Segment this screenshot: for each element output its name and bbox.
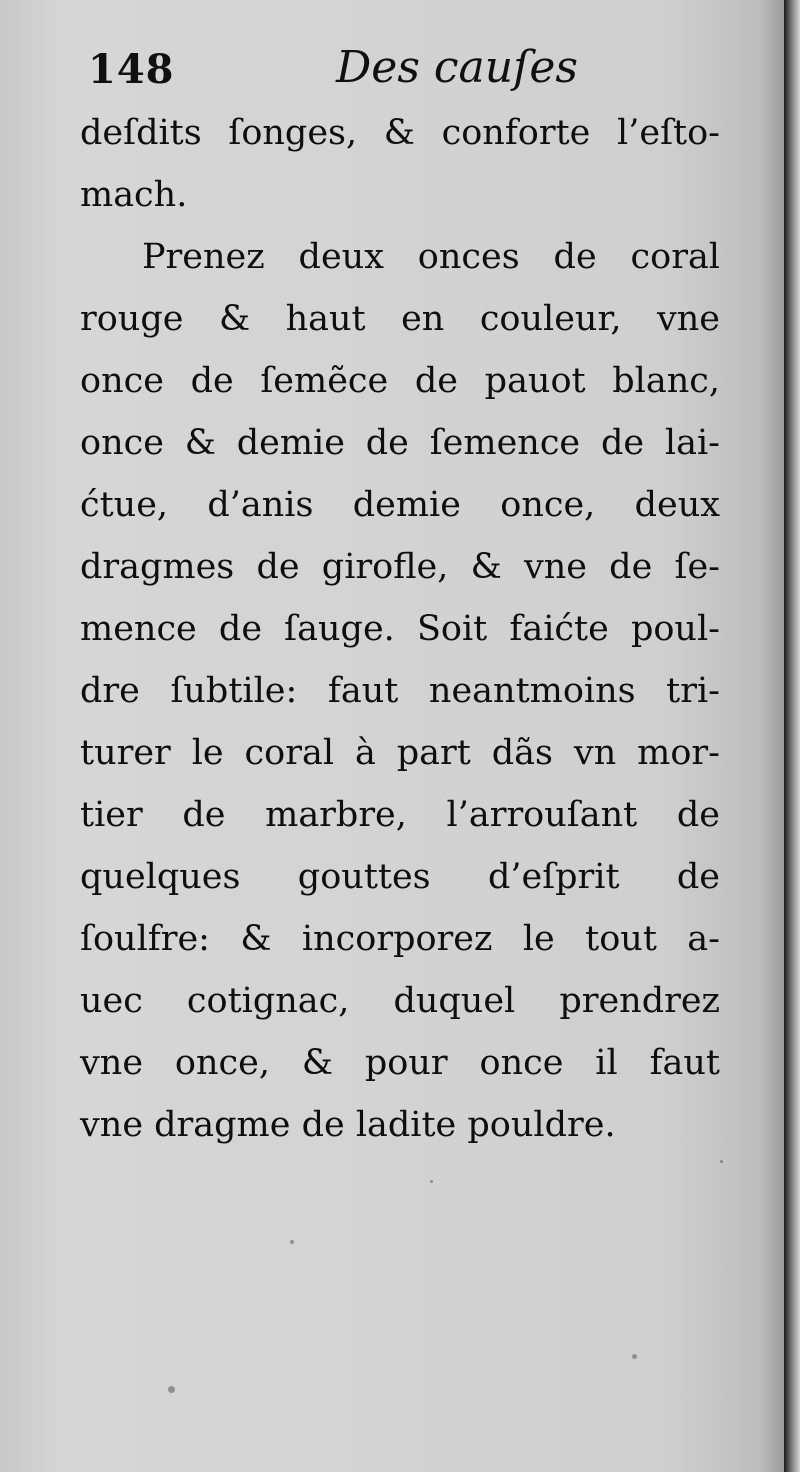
text-line: once & demie de ſemence de lai- <box>80 423 720 463</box>
text-line: once de ſemẽce de pauot blanc, <box>80 361 720 401</box>
text-line: dre ſubtile: faut neantmoins tri- <box>80 671 720 711</box>
paper-speck <box>168 1386 175 1393</box>
text-line: quelques gouttes d’eſprit de <box>80 857 720 897</box>
running-head <box>88 42 708 102</box>
paper-speck <box>632 1354 637 1359</box>
page-edge-shadow <box>784 0 800 1472</box>
text-line: tier de marbre, l’arrouſant de <box>80 795 720 835</box>
text-line: turer le coral à part dãs vn mor- <box>80 733 720 773</box>
text-line: uec cotignac, duquel prendrez <box>80 981 720 1021</box>
paper-speck <box>290 1240 294 1244</box>
text-line: mach. <box>80 175 188 215</box>
body-text <box>80 102 720 1156</box>
text-line: ſoulfre: & incorporez le tout a- <box>80 919 720 959</box>
text-line: vne once, & pour once il faut <box>80 1043 720 1083</box>
text-line: Prenez deux onces de coral <box>142 237 720 277</box>
page-number: 148 <box>88 46 175 93</box>
text-line: ćtue, d’anis demie once, deux <box>80 485 720 525</box>
text-line: mence de ſauge. Soit faićte poul- <box>80 609 720 649</box>
paper-speck <box>430 1180 433 1183</box>
text-line: vne dragme de ladite pouldre. <box>80 1105 616 1145</box>
running-title: Des cauſes <box>336 42 578 93</box>
text-line: dragmes de girofle, & vne de ſe- <box>80 547 720 587</box>
text-line: deſdits ſonges, & conforte l’eſto- <box>80 113 720 153</box>
paper-speck <box>720 1160 723 1163</box>
text-line: rouge & haut en couleur, vne <box>80 299 720 339</box>
